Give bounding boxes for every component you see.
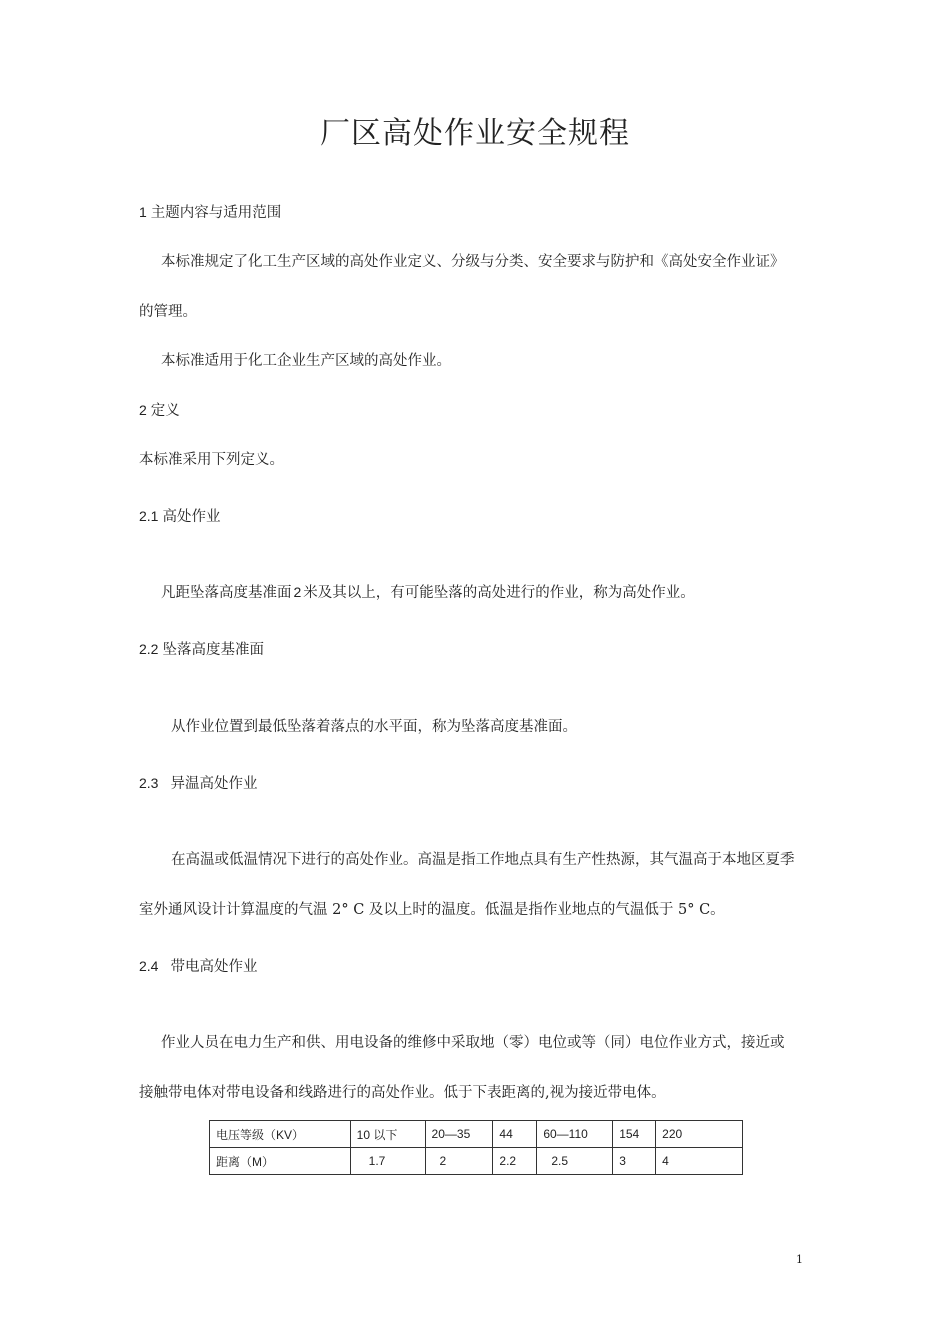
paragraph: 从作业位置到最低坠落着落点的水平面，称为坠落高度基准面。 xyxy=(171,719,577,735)
table-cell: 154 xyxy=(613,1121,656,1148)
section-2-3-heading xyxy=(139,772,257,793)
section-number: 2.2 xyxy=(139,641,159,657)
section-2-4-heading xyxy=(139,955,257,976)
table-cell: 2.5 xyxy=(537,1148,613,1175)
section-1-heading xyxy=(139,201,281,222)
text-run: 米及其以上，有可能坠落的高处进行的作业，称为高处作业。 xyxy=(303,585,695,601)
paragraph: 本标准采用下列定义。 xyxy=(139,452,284,468)
section-number: 2.4 xyxy=(139,958,159,974)
section-2-2-heading xyxy=(139,638,264,659)
section-2-1-heading xyxy=(139,505,220,526)
document-title: 厂区高处作业安全规程 xyxy=(320,116,630,151)
section-title: 带电高处作业 xyxy=(170,959,258,975)
paragraph xyxy=(161,581,695,602)
section-2-heading xyxy=(139,399,180,420)
page-number: 1 xyxy=(796,1253,803,1266)
table-cell: 3 xyxy=(613,1148,656,1175)
paragraph-continued: 接触带电体对带电设备和线路进行的高处作业。低于下表距离的,视为接近带电体。 xyxy=(139,1085,666,1101)
paragraph: 在高温或低温情况下进行的高处作业。高温是指工作地点具有生产性热源，其气温高于本地区夏季 xyxy=(171,852,795,868)
paragraph-continued: 的管理。 xyxy=(139,304,197,320)
section-title: 定义 xyxy=(150,403,180,419)
section-title: 主题内容与适用范围 xyxy=(150,205,282,221)
table-cell: 距离（M） xyxy=(210,1148,351,1175)
section-number: 2.1 xyxy=(139,508,159,524)
paragraph: 作业人员在电力生产和供、用电设备的维修中采取地（零）电位或等（同）电位作业方式，接近或 xyxy=(161,1035,785,1051)
table-cell: 44 xyxy=(493,1121,537,1148)
paragraph: 本标准适用于化工企业生产区域的高处作业。 xyxy=(161,353,451,369)
text-run: 凡距坠落高度基准面 xyxy=(161,585,292,601)
distance-table xyxy=(209,1120,743,1175)
section-number: 2.3 xyxy=(139,775,159,791)
paragraph-continued: 室外通风设计计算温度的气温 2° C 及以上时的温度。低温是指作业地点的气温低于 5° C。 xyxy=(139,902,725,918)
table-cell: 2 xyxy=(425,1148,493,1175)
table-cell: 220 xyxy=(656,1121,743,1148)
table-cell: 2.2 xyxy=(493,1148,537,1175)
table-cell: 电压等级（KV） xyxy=(210,1121,351,1148)
table-cell: 1.7 xyxy=(350,1148,425,1175)
table-cell: 4 xyxy=(656,1148,743,1175)
table-cell: 60—110 xyxy=(537,1121,613,1148)
number-run: 2 xyxy=(293,584,302,600)
section-number: 1 xyxy=(139,204,147,220)
section-title: 坠落高度基准面 xyxy=(162,642,264,658)
table-row xyxy=(210,1148,743,1175)
table-cell: 20—35 xyxy=(425,1121,493,1148)
section-number: 2 xyxy=(139,402,147,418)
section-title: 高处作业 xyxy=(162,509,221,525)
table-cell: 10 以下 xyxy=(350,1121,425,1148)
paragraph: 本标准规定了化工生产区域的高处作业定义、分级与分类、安全要求与防护和《高处安全作业证》 xyxy=(161,254,785,270)
table-row xyxy=(210,1121,743,1148)
section-title: 异温高处作业 xyxy=(170,776,258,792)
